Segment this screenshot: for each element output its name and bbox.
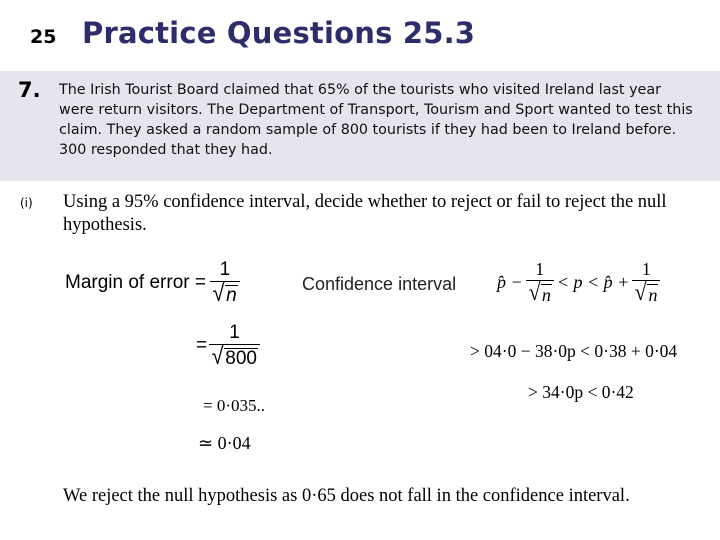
part-text: Using a 95% confidence interval, decide whether to reject or fail to reject the null hypothesis. <box>63 192 667 235</box>
fraction-numerator: 1 <box>219 259 231 280</box>
margin-of-error-formula <box>65 259 240 307</box>
ci-label: Confidence interval <box>302 274 457 294</box>
fraction-numerator: 1 <box>641 259 651 279</box>
variable-n: n <box>541 285 551 305</box>
moe-label: Margin of error = <box>65 272 206 293</box>
ci-middle: < p < p̂ + <box>556 271 630 292</box>
fraction-numerator: 1 <box>535 259 545 279</box>
fraction-numerator: 1 <box>229 322 240 343</box>
chapter-number: 25 <box>30 26 57 48</box>
fraction-denominator <box>210 281 240 307</box>
fraction-denominator <box>526 280 554 305</box>
substitution-fraction <box>209 322 260 370</box>
sqrt-n <box>528 281 552 305</box>
radical-icon: √ <box>212 280 225 307</box>
margin-of-error-substitution <box>196 322 260 370</box>
sqrt-n <box>212 282 238 306</box>
conclusion-text: We reject the null hypothesis as 0·65 does not fall in the confidence interval. <box>63 486 630 506</box>
fraction-denominator <box>632 280 660 305</box>
inequality-step-1: > 04·0 − 38·0p < 0·38 + 0·04 <box>470 341 678 361</box>
sqrt-n <box>634 281 658 305</box>
fraction-denominator <box>209 344 260 370</box>
ci-lower-prefix: p̂ − <box>497 271 523 292</box>
part-label: (i) <box>20 196 33 210</box>
rounded-value: ≃ 0·04 <box>198 433 251 453</box>
ci-upper-fraction <box>632 259 660 305</box>
variable-n: n <box>226 285 237 306</box>
radical-icon: √ <box>634 280 647 306</box>
radical-icon: √ <box>211 343 224 370</box>
sqrt-800 <box>211 345 258 369</box>
page-title: Practice Questions 25.3 <box>82 16 476 50</box>
question-number: 7. <box>18 78 41 102</box>
radical-icon: √ <box>528 280 541 306</box>
ci-lower-fraction <box>526 259 554 305</box>
question-text: The Irish Tourist Board claimed that 65% of the tourists who visited Ireland last year were return visitors. The Department of Transport, Tourism and Sport wanted to test this claim. They asked a random sample of 800 tourists if they had been to Ireland before. 300 responded that they had. <box>59 82 693 158</box>
equals-sign: = <box>196 335 208 356</box>
moe-fraction <box>210 259 240 307</box>
approx-value: = 0·035.. <box>203 396 265 415</box>
inequality-step-2: > 34·0p < 0·42 <box>528 382 634 402</box>
variable-n: n <box>648 285 658 305</box>
confidence-interval-formula <box>497 259 660 305</box>
sample-size: 800 <box>225 348 257 369</box>
